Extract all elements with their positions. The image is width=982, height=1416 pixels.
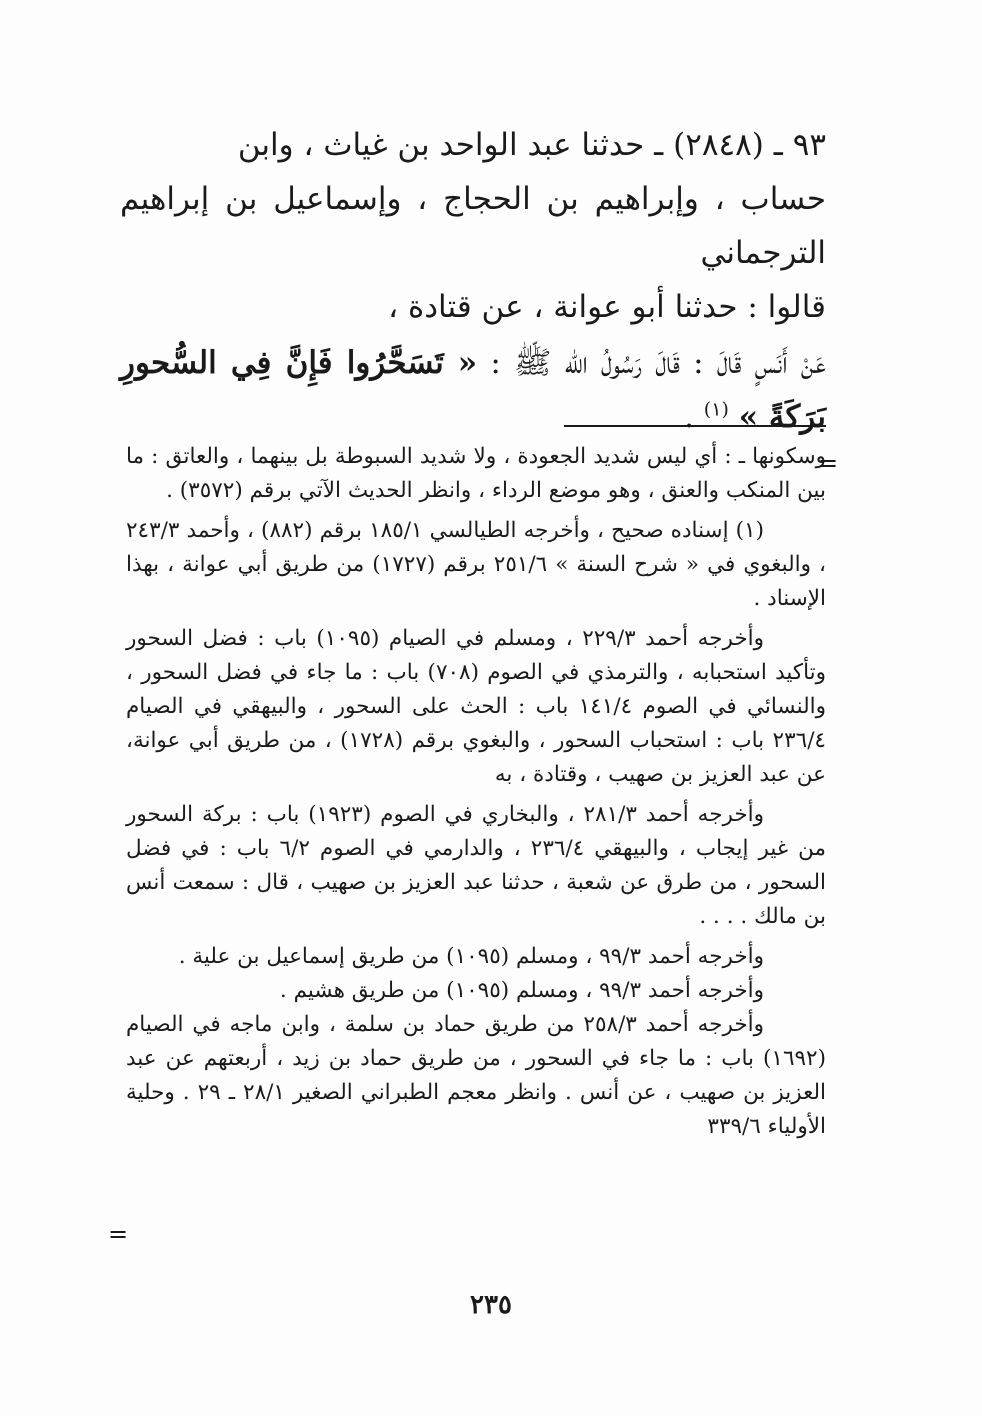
hadith-end: .	[684, 399, 704, 435]
isnad-line-2: حساب ، وإبراهيم بن الحجاج ، وإسماعيل بن إبراهيم الترجماني	[120, 181, 826, 271]
footnote-separator	[564, 425, 826, 427]
hadith-intro: عَنْ أَنَسٍ قَالَ : قَالَ رَسُولُ الله ﷺ :	[477, 345, 826, 381]
hadith-quote: « تَسَحَّرُوا فَإِنَّ فِي السُّحورِ بَرَكَةً »	[120, 345, 826, 435]
footnote-reference: (١)	[703, 398, 729, 421]
footnote-paragraph: وأخرجه أحمد ٩٩/٣ ، ومسلم (١٠٩٥) من طريق هشيم .	[279, 978, 764, 1003]
footnote-paragraph: وأخرجه أحمد ٢٨١/٣ ، والبخاري في الصوم (١٩٢٣) باب : بركة السحور من غير إيجاب ، والبيهقي ٢٣٦/٤ ، والدارمي في الصوم ٦/٢ باب : في فضل السحور ، من طرق عن شعبة ، حدثنا عبد العزيز بن صهيب ، قال : سمعت أنس بن مالك . . . .	[126, 802, 826, 929]
isnad-line-3: قالوا : حدثنا أبو عوانة ، عن قتادة ،	[388, 289, 826, 325]
isnad-line-1: ٩٣ ـ (٢٨٤٨) ـ حدثنا عبد الواحد بن غياث ، وابن	[237, 127, 826, 163]
footnote-paragraph: وأخرجه أحمد ٢٢٩/٣ ، ومسلم في الصيام (١٠٩٥) باب : فضل السحور وتأكيد استحبابه ، والترمذي في الصوم (٧٠٨) باب : ما جاء في فضل السحور ، والنسائي في الصوم ١٤١/٤ باب : الحث على السحور ، والبيهقي في الصيام ٢٣٦/٤ باب : استحباب السحور ، والبغوي برقم (١٧٢٨) ، من طريق أبي عوانة، عن عبد العزيز بن صهيب ، وقتادة ، به	[126, 626, 826, 787]
footnotes	[126, 440, 826, 1150]
page-number: ٢٣٥	[470, 1290, 512, 1320]
footnote-paragraph: وأخرجه أحمد ٩٩/٣ ، ومسلم (١٠٩٥) من طريق إسماعيل بن علية .	[178, 944, 764, 969]
continuation-mark-top: =	[818, 449, 839, 477]
continuation-mark-bottom: =	[108, 1220, 129, 1248]
footnote-continued: وسكونها ـ : أي ليس شديد الجعودة ، ولا شديد السبوطة بل بينهما ، والعاتق : ما بين المنكب والعنق ، وهو موضع الرداء ، وانظر الحديث الآتي برقم (٣٥٧٢) .	[126, 444, 826, 503]
footnote-paragraph: وأخرجه أحمد ٢٥٨/٣ من طريق حماد بن سلمة ، وابن ماجه في الصيام (١٦٩٢) باب : ما جاء في السحور ، من طريق حماد بن زيد ، أربعتهم عن عبد العزيز بن صهيب ، عن أنس . وانظر معجم الطبراني الصغير ٢٨/١ ـ ٢٩ . وحلية الأولياء ٣٣٩/٦	[126, 1012, 827, 1139]
hadith-matn	[120, 336, 826, 444]
hadith-main-text	[120, 118, 826, 444]
footnote-1: (١) إسناده صحيح ، وأخرجه الطيالسي ١٨٥/١ برقم (٨٨٢) ، وأحمد ٢٤٣/٣ ، والبغوي في « شرح السنة » ٢٥١/٦ برقم (١٧٢٧) من طريق أبي عوانة ، بهذا الإسناد .	[126, 518, 826, 611]
